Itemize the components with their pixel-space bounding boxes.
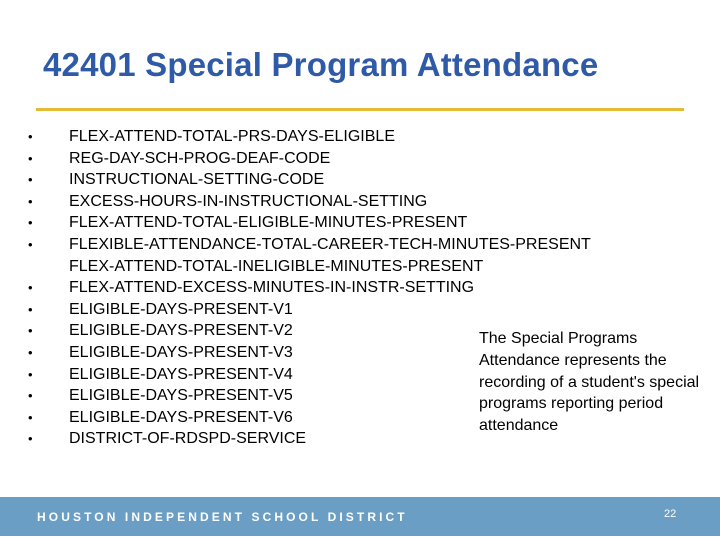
list-item: • FLEXIBLE-ATTENDANCE-TOTAL-CAREER-TECH-MINUTES-PRESENT <box>28 234 591 256</box>
list-item: • ELIGIBLE-DAYS-PRESENT-V3 <box>28 342 591 364</box>
bullet-icon: • <box>28 323 33 339</box>
bullet-icon: • <box>28 301 33 317</box>
list-item: • ELIGIBLE-DAYS-PRESENT-V4 <box>28 364 591 386</box>
slide-title: 42401 Special Program Attendance <box>43 46 599 83</box>
bullet-icon: • <box>28 366 33 382</box>
bullet-icon: • <box>28 431 33 447</box>
list-item: • FLEX-ATTEND-TOTAL-ELIGIBLE-MINUTES-PRESENT <box>28 212 591 234</box>
list-item: • FLEX-ATTEND-EXCESS-MINUTES-IN-INSTR-SETTING <box>28 277 591 299</box>
list-item: • REG-DAY-SCH-PROG-DEAF-CODE <box>28 148 591 170</box>
bullet-icon: • <box>28 344 33 360</box>
bullet-icon: • <box>28 172 33 188</box>
list-item: • ELIGIBLE-DAYS-PRESENT-V6 <box>28 407 591 429</box>
description-note: The Special Programs Attendance represents the recording of a student's special programs reporting period attendance <box>479 330 700 435</box>
list-item: • DISTRICT-OF-RDSPD-SERVICE <box>28 428 591 450</box>
bullet-icon: • <box>28 236 33 252</box>
list-item: • ELIGIBLE-DAYS-PRESENT-V2 <box>28 320 591 342</box>
bullet-icon: • <box>28 215 33 231</box>
bullet-icon: • <box>28 129 33 144</box>
title-divider <box>36 108 684 111</box>
list-item: • ELIGIBLE-DAYS-PRESENT-V1 <box>28 299 591 321</box>
bullet-icon: • <box>28 150 33 166</box>
bullet-icon: • <box>28 388 33 404</box>
bullet-icon: • <box>28 409 33 425</box>
bullet-icon: • <box>28 280 33 296</box>
bullet-icon: • <box>28 193 33 209</box>
footer-bar <box>0 497 720 536</box>
district-name: HOUSTON INDEPENDENT SCHOOL DISTRICT <box>37 510 408 524</box>
list-item: • FLEX-ATTEND-TOTAL-PRS-DAYS-ELIGIBLE <box>28 126 591 148</box>
list-item: • INSTRUCTIONAL-SETTING-CODE <box>28 169 591 191</box>
list-item-continuation: FLEX-ATTEND-TOTAL-INELIGIBLE-MINUTES-PRESENT <box>69 257 484 275</box>
page-number: 22 <box>664 508 677 520</box>
list-item: • ELIGIBLE-DAYS-PRESENT-V5 <box>28 385 591 407</box>
list-item: • EXCESS-HOURS-IN-INSTRUCTIONAL-SETTING <box>28 191 591 213</box>
